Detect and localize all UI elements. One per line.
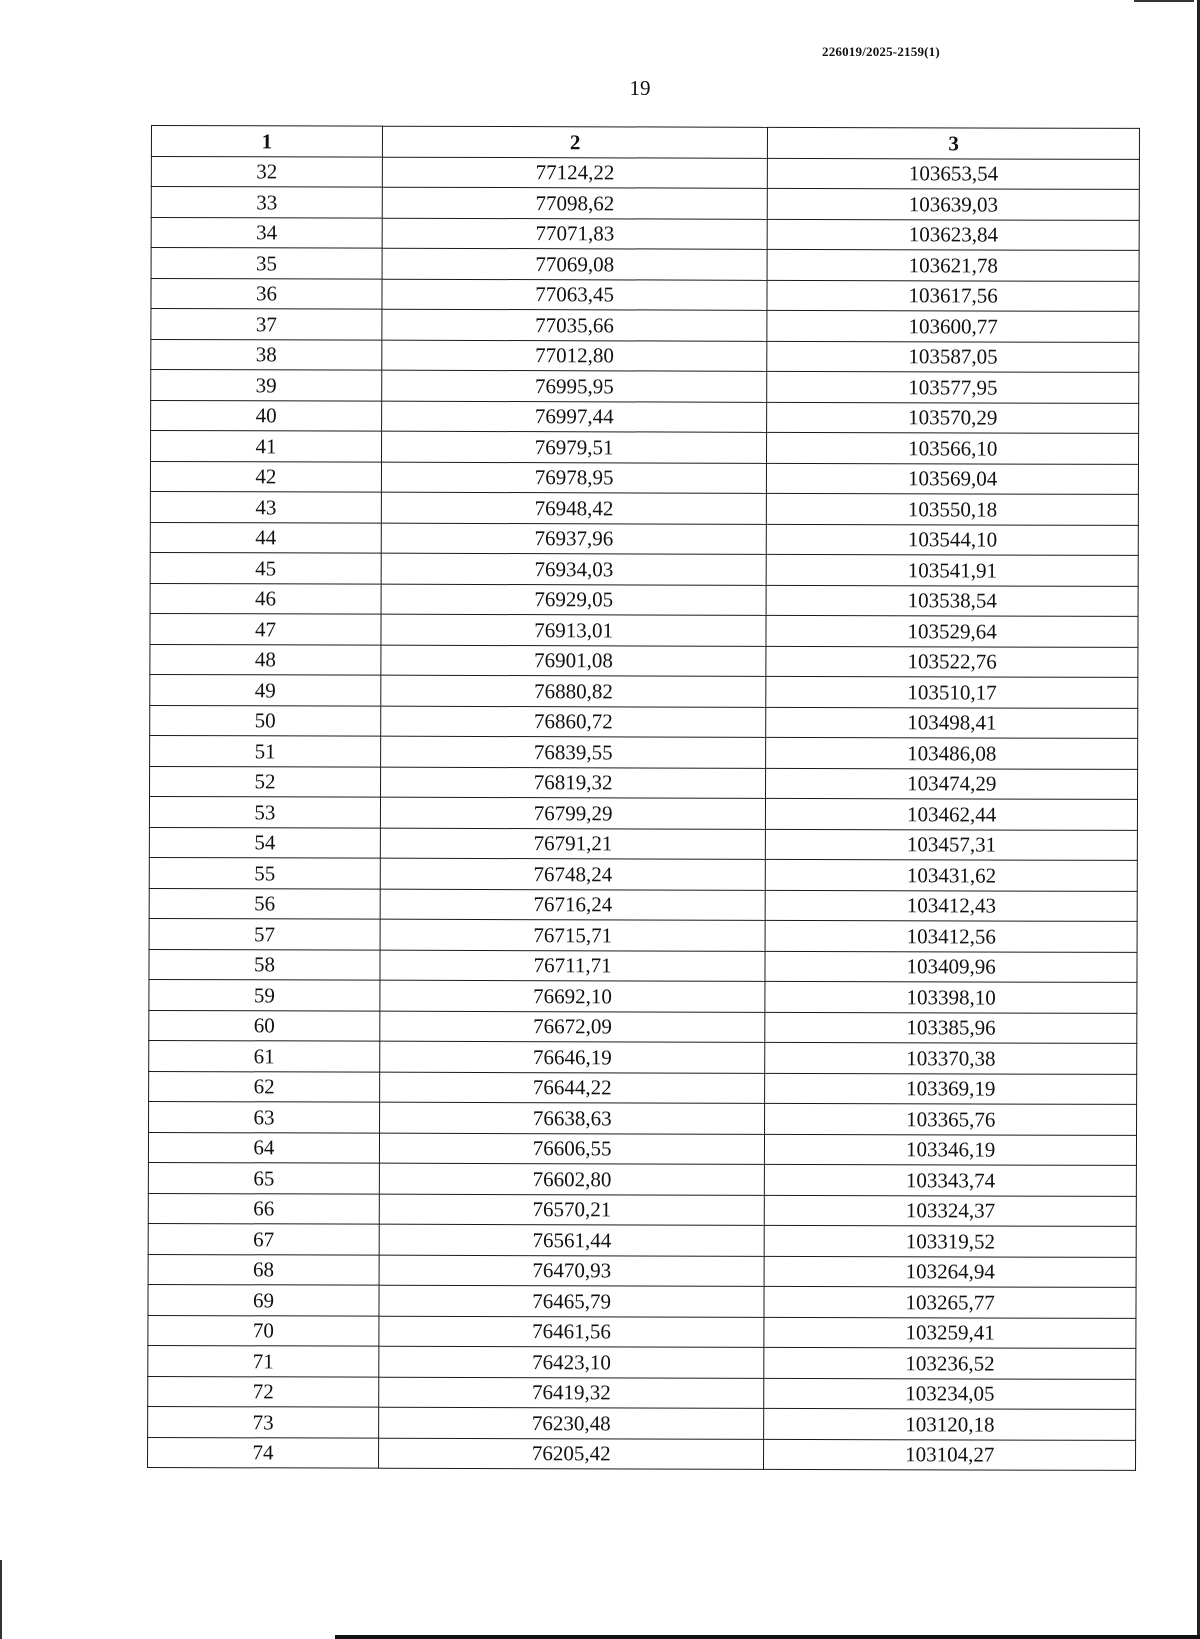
- table-row: [151, 370, 1139, 403]
- table-cell: 103234,05: [764, 1378, 1136, 1410]
- table-cell: 76644,22: [380, 1072, 766, 1104]
- scan-mark-top: [1134, 0, 1194, 2]
- table-cell: 103498,41: [766, 707, 1138, 739]
- table-row: [151, 309, 1139, 342]
- table-row: [150, 583, 1138, 616]
- table-cell: 50: [150, 705, 381, 736]
- table-cell: 55: [149, 857, 380, 888]
- table-cell: 76423,10: [379, 1346, 765, 1378]
- table-cell: 103544,10: [767, 524, 1139, 556]
- table-row: [151, 278, 1139, 311]
- table-cell: 103264,94: [764, 1256, 1136, 1288]
- table-cell: 77071,83: [382, 218, 768, 250]
- table-cell: 65: [148, 1162, 379, 1193]
- table-cell: 103623,84: [768, 219, 1140, 251]
- table-row: [150, 705, 1138, 738]
- table-cell: 48: [150, 644, 381, 675]
- coordinates-table: [147, 125, 1140, 1471]
- table-cell: 76606,55: [379, 1133, 765, 1165]
- table-cell: 103600,77: [767, 310, 1139, 342]
- table-cell: 69: [148, 1284, 379, 1315]
- table-cell: 56: [149, 888, 380, 919]
- table-cell: 103510,17: [766, 676, 1138, 708]
- table-row: [149, 979, 1137, 1012]
- table-cell: 64: [148, 1132, 379, 1163]
- table-cell: 60: [149, 1010, 380, 1041]
- table-cell: 76716,24: [380, 889, 766, 921]
- table-cell: 67: [148, 1223, 379, 1254]
- table-cell: 103617,56: [767, 280, 1139, 312]
- table-cell: 36: [151, 278, 382, 309]
- table-row: [151, 156, 1139, 189]
- table-cell: 103538,54: [766, 585, 1138, 617]
- table-cell: 41: [151, 431, 382, 462]
- column-header-3: 3: [768, 127, 1140, 159]
- page-number: 19: [629, 76, 651, 100]
- table-cell: 76205,42: [378, 1438, 764, 1470]
- table-cell: 77124,22: [382, 157, 768, 189]
- table-cell: 76230,48: [379, 1407, 765, 1439]
- table-cell: 103653,54: [768, 158, 1140, 190]
- table-row: [148, 1376, 1136, 1409]
- table-row: [151, 248, 1139, 281]
- table-row: [149, 827, 1137, 860]
- table-cell: 76839,55: [381, 736, 767, 768]
- table-cell: 103541,91: [767, 554, 1139, 586]
- table-cell: 76791,21: [380, 828, 766, 860]
- table-cell: 76978,95: [381, 462, 767, 494]
- table-row: [149, 918, 1137, 951]
- table-row: [150, 644, 1138, 677]
- table-cell: 103369,19: [765, 1073, 1137, 1105]
- table-cell: 76419,32: [379, 1377, 765, 1409]
- table-row: [150, 461, 1138, 494]
- column-header-1: 1: [151, 126, 382, 157]
- table-cell: 103550,18: [767, 493, 1139, 525]
- table-cell: 45: [150, 552, 381, 583]
- table-cell: 44: [150, 522, 381, 553]
- table-cell: 77098,62: [382, 187, 768, 219]
- table-cell: 76461,56: [379, 1316, 765, 1348]
- table-cell: 103486,08: [766, 737, 1138, 769]
- table-row: [150, 552, 1138, 585]
- table-row: [151, 217, 1139, 250]
- table-cell: 76937,96: [381, 523, 767, 555]
- table-cell: 74: [148, 1437, 379, 1468]
- table-cell: 76860,72: [381, 706, 767, 738]
- table-cell: 51: [150, 735, 381, 766]
- table-row: [150, 613, 1138, 646]
- table-row: [149, 1040, 1137, 1073]
- table-cell: 103522,76: [766, 646, 1138, 678]
- table-cell: 77069,08: [382, 248, 768, 280]
- table-cell: 70: [148, 1315, 379, 1346]
- table-cell: 103570,29: [767, 402, 1139, 434]
- table-cell: 33: [151, 187, 382, 218]
- table-cell: 76470,93: [379, 1255, 765, 1287]
- table-cell: 57: [149, 918, 380, 949]
- document-reference: 226019/2025-2159(1): [822, 44, 940, 59]
- table-cell: 103265,77: [764, 1286, 1136, 1318]
- table-cell: 103324,37: [765, 1195, 1137, 1227]
- table-row: [149, 857, 1137, 890]
- table-row: [150, 735, 1138, 768]
- table-cell: 66: [148, 1193, 379, 1224]
- table-cell: 103343,74: [765, 1164, 1137, 1196]
- table-cell: 39: [151, 370, 382, 401]
- table-cell: 68: [148, 1254, 379, 1285]
- table-cell: 103236,52: [764, 1347, 1136, 1379]
- column-header-2: 2: [382, 126, 768, 158]
- table-row: [150, 766, 1138, 799]
- table-row: [149, 888, 1137, 921]
- table-row: [148, 1254, 1136, 1287]
- table-cell: 76995,95: [382, 370, 768, 402]
- table-cell: 72: [148, 1376, 379, 1407]
- table-cell: 103431,62: [766, 859, 1138, 891]
- table-row: [148, 1437, 1136, 1470]
- table-cell: 76997,44: [382, 401, 768, 433]
- table-cell: 103398,10: [765, 981, 1137, 1013]
- table-cell: 76799,29: [380, 797, 766, 829]
- table-cell: 76646,19: [380, 1041, 766, 1073]
- table-cell: 76819,32: [380, 767, 766, 799]
- table-cell: 34: [151, 217, 382, 248]
- table-cell: 43: [150, 491, 381, 522]
- table-cell: 76570,21: [379, 1194, 765, 1226]
- table-cell: 103569,04: [767, 463, 1139, 495]
- table-cell: 103587,05: [767, 341, 1139, 373]
- table-cell: 37: [151, 309, 382, 340]
- table-cell: 76602,80: [379, 1163, 765, 1195]
- table-row: [151, 400, 1139, 433]
- table-cell: 103365,76: [765, 1103, 1137, 1135]
- table-cell: 103259,41: [764, 1317, 1136, 1349]
- table-cell: 40: [151, 400, 382, 431]
- table-cell: 71: [148, 1345, 379, 1376]
- table-cell: 76929,05: [381, 584, 767, 616]
- table-cell: 103462,44: [766, 798, 1138, 830]
- table-cell: 47: [150, 613, 381, 644]
- table-cell: 73: [148, 1406, 379, 1437]
- table-row: [148, 1193, 1136, 1226]
- table-cell: 103577,95: [767, 371, 1139, 403]
- table-cell: 32: [151, 156, 382, 187]
- table-cell: 103120,18: [764, 1408, 1136, 1440]
- table-cell: 103529,64: [766, 615, 1138, 647]
- table-cell: 52: [150, 766, 381, 797]
- scan-edge-left: [0, 1560, 2, 1639]
- table-cell: 76692,10: [380, 980, 766, 1012]
- table-cell: 103370,38: [765, 1042, 1137, 1074]
- table-cell: 76948,42: [381, 492, 767, 524]
- table-cell: 103412,56: [765, 920, 1137, 952]
- table-cell: 103319,52: [765, 1225, 1137, 1257]
- table-cell: 103346,19: [765, 1134, 1137, 1166]
- table-row: [149, 949, 1137, 982]
- table-row: [150, 491, 1138, 524]
- table-body: [148, 156, 1140, 1470]
- table-row: [151, 431, 1139, 464]
- table-cell: 77035,66: [382, 309, 768, 341]
- table-row: [148, 1406, 1136, 1439]
- table-cell: 103639,03: [768, 188, 1140, 220]
- table-cell: 63: [149, 1101, 380, 1132]
- table-cell: 76711,71: [380, 950, 766, 982]
- table-cell: 103474,29: [766, 768, 1138, 800]
- table-cell: 76638,63: [379, 1102, 765, 1134]
- table-cell: 103104,27: [764, 1439, 1136, 1471]
- table-cell: 76672,09: [380, 1011, 766, 1043]
- table-cell: 59: [149, 979, 380, 1010]
- scan-edge-bottom: [335, 1635, 1200, 1639]
- table-row: [151, 339, 1139, 372]
- table-cell: 103566,10: [767, 432, 1139, 464]
- table-cell: 103621,78: [767, 249, 1139, 281]
- table-row: [150, 522, 1138, 555]
- table-cell: 103412,43: [766, 890, 1138, 922]
- table-row: [148, 1162, 1136, 1195]
- table-row: [148, 1284, 1136, 1317]
- table-cell: 35: [151, 248, 382, 279]
- table-row: [149, 1071, 1137, 1104]
- table-cell: 76901,08: [381, 645, 767, 677]
- table-cell: 53: [149, 796, 380, 827]
- table-cell: 103385,96: [765, 1012, 1137, 1044]
- table-cell: 103409,96: [765, 951, 1137, 983]
- table-cell: 46: [150, 583, 381, 614]
- table-cell: 76748,24: [380, 858, 766, 890]
- table-cell: 76979,51: [381, 431, 767, 463]
- table-row: [150, 674, 1138, 707]
- table-cell: 38: [151, 339, 382, 370]
- table-cell: 62: [149, 1071, 380, 1102]
- table-cell: 76880,82: [381, 675, 767, 707]
- table-row: [148, 1345, 1136, 1378]
- table-row: [148, 1315, 1136, 1348]
- table-row: [149, 1101, 1137, 1134]
- table-row: [149, 1010, 1137, 1043]
- table-cell: 76934,03: [381, 553, 767, 585]
- table-cell: 42: [150, 461, 381, 492]
- table-cell: 77063,45: [382, 279, 768, 311]
- table-cell: 76465,79: [379, 1285, 765, 1317]
- table-header-row: [151, 126, 1139, 159]
- table-cell: 76913,01: [381, 614, 767, 646]
- table-cell: 61: [149, 1040, 380, 1071]
- table-cell: 49: [150, 674, 381, 705]
- table-cell: 103457,31: [766, 829, 1138, 861]
- table-cell: 77012,80: [382, 340, 768, 372]
- table-cell: 54: [149, 827, 380, 858]
- table-row: [149, 796, 1137, 829]
- table-row: [148, 1223, 1136, 1256]
- table-row: [151, 187, 1139, 220]
- table-row: [148, 1132, 1136, 1165]
- table-cell: 76561,44: [379, 1224, 765, 1256]
- table-cell: 76715,71: [380, 919, 766, 951]
- table-cell: 58: [149, 949, 380, 980]
